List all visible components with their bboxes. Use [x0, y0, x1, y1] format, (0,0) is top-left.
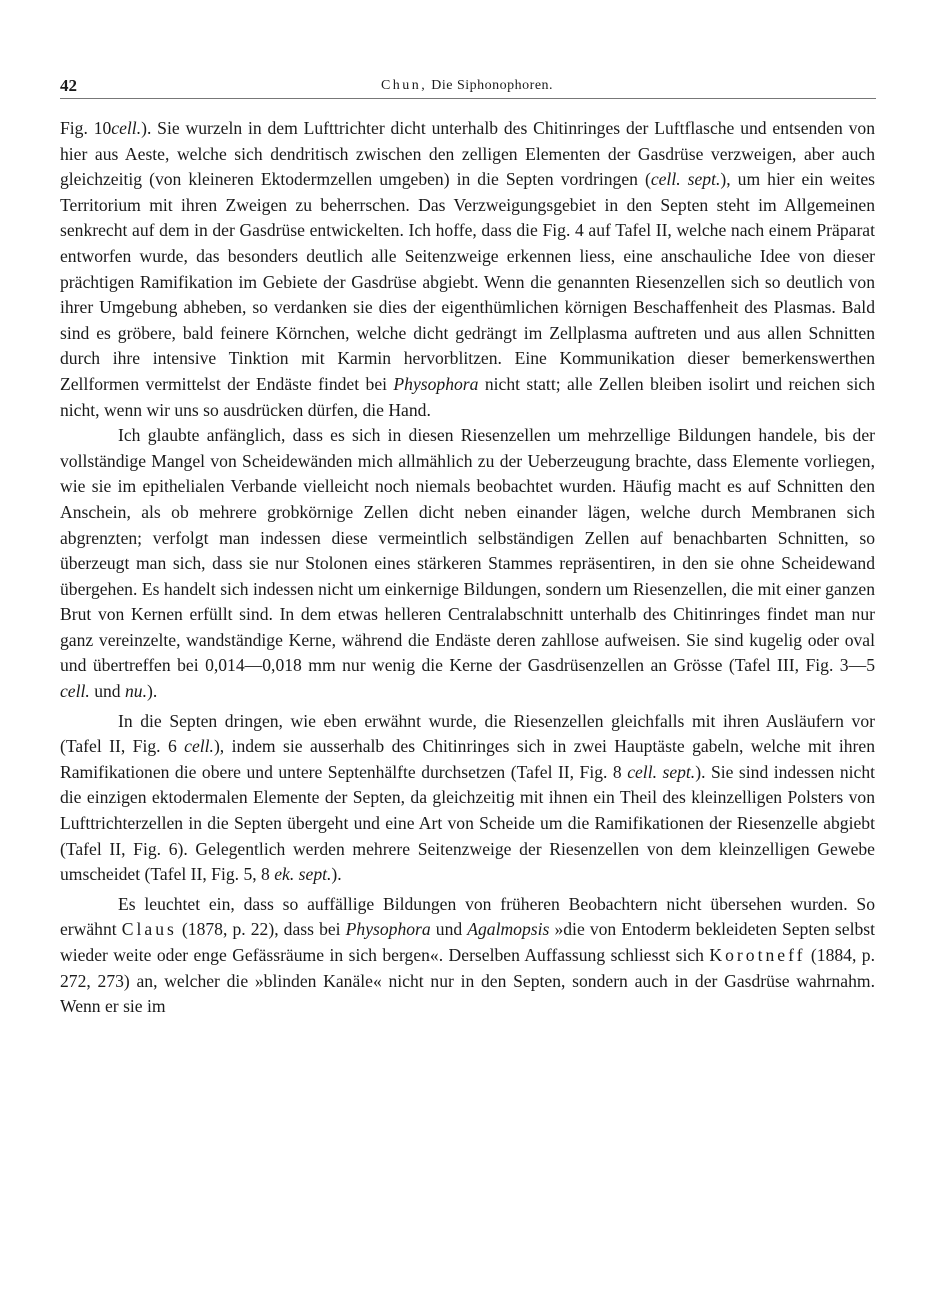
paragraph-4-text-3: und	[430, 919, 468, 940]
paragraph-1-italic-3: Physophora	[393, 373, 479, 394]
paragraph-4-italic-1: Physophora	[345, 919, 431, 940]
paragraph-3-italic-2: cell. sept.	[627, 761, 696, 782]
paragraph-3-text-1: In die Septen dringen, wie eben erwähnt wurde, die Riesenzellen gleichfalls mit ihren Ausläufern vor (Tafel II, Fig. 6	[60, 710, 875, 757]
paragraph-4-text-1: Es leuchtet ein, dass so auffällige Bildungen von früheren Beobachtern nicht übersehen wurden. So erwähnt	[60, 893, 875, 940]
body-text	[60, 116, 875, 1020]
paragraph-4-text-4: »die von Entoderm bekleideten Septen selbst wieder weite oder enge Gefässräume in sich bergen«. Derselben Auffassung schliesst sich	[60, 919, 875, 965]
paragraph-3-italic-3: ek. sept.	[274, 864, 332, 885]
paragraph-4	[60, 892, 875, 1020]
paragraph-2-italic-2: nu.	[124, 681, 147, 702]
paragraph-1-text-2: ). Sie wurzeln in dem Lufttrichter dicht unterhalb des Chitinringes der Luftflasche und entsenden von hier aus Aeste, welche sich dendritisch zwischen den zelligen Elementen der Gasdrüse verzweigen, aber auch gleichzeitig (von kleineren Ektodermzellen umgeben) in die Septen vordringen (	[60, 118, 875, 190]
paragraph-2-text-1: Ich glaubte anfänglich, dass es sich in diesen Riesenzellen um mehrzellige Bildungen handele, bis der vollständige Mangel von Scheidewänden mich allmählich zu der Ueberzeugung brachte, dass Elemente vorliegen, wie sie im epithelialen Verbande vielleicht noch niemals beobachtet wurden. Häufig macht es auf Schnitten den Anschein, als ob mehrere grobkörnige Zellen dicht neben einander lägen, welche durch Membranen sich abgrenzten; verfolgt man indessen diese vermeintlich selbständigen Zellen auf benachbarten Schnitten, so überzeugt man sich, dass sie nur Stolonen eines stärkeren Stammes repräsentiren, in den sie ohne Scheidewand übergehen. Es handelt sich indessen nicht um einkernige Bildungen, sondern um Riesenzellen, die mit einer ganzen Brut von Kernen erfüllt sind. In dem etwas helleren Centralabschnitt unterhalb des Chitinringes findet man nur ganz vereinzelte, wandständige Kerne, während die Endäste deren zahllose aufweisen. Sie sind kugelig oder oval und übertreffen bei 0,014—0,018 mm nur wenig die Kerne der Gasdrüsenzellen an Grösse (Tafel III, Fig. 3—5	[60, 425, 875, 676]
paragraph-4-text-2: (1878, p. 22), dass bei	[176, 919, 346, 940]
paragraph-2-text-2: und	[89, 681, 125, 702]
paragraph-4-author-claus: Claus	[121, 919, 177, 940]
page-number: 42	[60, 76, 77, 95]
paragraph-2-text-3: ).	[146, 681, 158, 702]
paragraph-1-italic-1: cell.	[111, 118, 142, 138]
header-rule	[60, 98, 876, 99]
running-head	[60, 78, 874, 94]
paragraph-4-italic-2: Agalmopsis	[467, 919, 550, 940]
paragraph-3-text-2: ), indem sie ausserhalb des Chitinringes sich in zwei Hauptäste gabeln, welche mit ihren Ramifikationen die obere und untere Septenhälfte durchsetzen (Tafel II, Fig. 8	[60, 736, 876, 782]
paragraph-4-author-korotneff: Korotneff	[709, 945, 806, 965]
paragraph-1	[60, 116, 875, 423]
paragraph-3-italic-1: cell.	[184, 736, 214, 757]
paragraph-2	[60, 423, 875, 705]
paragraph-1-italic-2: cell. sept.	[650, 169, 721, 190]
paragraph-1-text-1: Fig. 10	[60, 118, 112, 138]
paragraph-3-text-3: ). Sie sind indessen nicht die einzigen ektodermalen Elemente der Septen, da gleichzeitig mit ihnen ein Theil des kleinzelligen Polsters von Lufttrichterzellen in die Septen übergeht und eine Art von Scheide um die Ramifikationen der Riesenzelle abgiebt (Tafel II, Fig. 6). Gelegentlich werden mehrere Seitenzweige der Riesenzellen von dem kleinzelligen Gewebe umscheidet (Tafel II, Fig. 5, 8	[60, 761, 876, 885]
running-head-title: Die Siphonophoren.	[431, 78, 554, 93]
paragraph-1-text-4: nicht statt; alle Zellen bleiben isolirt und reichen sich nicht, wenn wir uns so ausdrücken dürfen, die Hand.	[60, 373, 875, 420]
paragraph-1-text-3: ), um hier ein weites Territorium mit ihren Zweigen zu beherrschen. Das Verzweigungsgebiet in den Septen steht im Allgemeinen senkrecht auf dem in der Gasdrüse entwickelten. Ich hoffe, dass die Fig. 4 auf Tafel II, welche nach einem Präparat entworfen wurde, das besonders deutlich alle Seitenzweige erkennen liess, eine anschauliche Idee von dieser prächtigen Ramifikation im Gebiete der Gasdrüse abgiebt. Wenn die genannten Riesenzellen sich so deutlich von ihrer Umgebung abheben, so verdanken sie dies der eigenthümlichen körnigen Beschaffenheit des Plasmas. Bald sind es gröbere, bald feinere Körnchen, welche dicht gedrängt im Zellplasma auftreten und aus allen Schnitten durch ihre intensive Tinktion mit Karmin hervorblitzen. Eine Kommunikation dieser bemerkenswerthen Zellformen vermittelst der Endäste findet bei	[60, 169, 875, 394]
paragraph-4-text-5: (1884, p. 272, 273) an, welcher die »blinden Kanäle« nicht nur in den Septen, sondern auch in der Gasdrüse wahrnahm. Wenn er sie im	[60, 945, 876, 1017]
running-head-author: Chun,	[380, 78, 428, 93]
paragraph-3-text-4: ).	[331, 864, 342, 885]
paragraph-2-italic-1: cell.	[60, 681, 90, 702]
paragraph-3	[60, 709, 875, 888]
